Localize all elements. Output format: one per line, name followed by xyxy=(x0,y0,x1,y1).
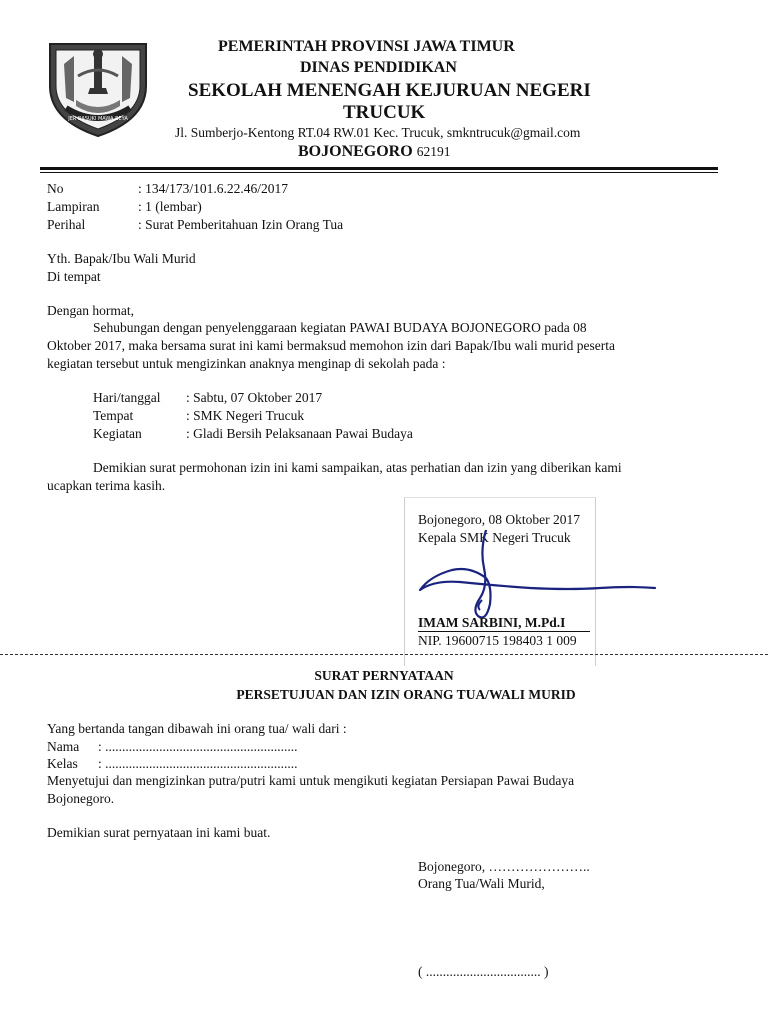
signer-name-underline xyxy=(418,631,590,632)
letterhead-department: DINAS PENDIDIKAN xyxy=(300,59,457,76)
closing-line1: Demikian surat permohonan izin ini kami sampaikan, atas perhatian dan izin yang diberikan kami xyxy=(93,460,622,475)
zip-code: 62191 xyxy=(416,144,451,159)
recipient-line: Yth. Bapak/Ibu Wali Murid xyxy=(47,251,196,266)
lampiran-label: Lampiran xyxy=(47,199,100,214)
recipient-place: Di tempat xyxy=(47,269,101,284)
parent-signer-title: Orang Tua/Wali Murid, xyxy=(418,876,545,891)
kelas-field[interactable]: : ......................................................... xyxy=(98,756,298,771)
letterhead-address: Jl. Sumberjo-Kentong RT.04 RW.01 Kec. Trucuk, smkntrucuk@gmail.com xyxy=(175,125,581,140)
letterhead-city xyxy=(298,143,450,161)
perihal-value: : Surat Pemberitahuan Izin Orang Tua xyxy=(138,217,344,232)
nama-field[interactable]: : ......................................................... xyxy=(98,739,298,754)
detail-label: Kegiatan xyxy=(93,426,142,441)
letterhead-rule-thin xyxy=(40,172,718,173)
detail-value: : SMK Negeri Trucuk xyxy=(186,408,305,423)
statement-subtitle: PERSETUJUAN DAN IZIN ORANG TUA/WALI MURID xyxy=(236,687,576,702)
parent-place-date[interactable]: Bojonegoro, ………………….. xyxy=(418,859,590,874)
cut-line xyxy=(0,654,768,655)
greeting: Dengan hormat, xyxy=(47,303,134,318)
letterhead-rule-thick xyxy=(40,167,718,170)
perihal-label: Perihal xyxy=(47,217,86,232)
signer-nip: NIP. 19600715 198403 1 009 xyxy=(418,633,577,648)
paragraph1-line3: kegiatan tersebut untuk mengizinkan anaknya menginap di sekolah pada : xyxy=(47,356,446,371)
signer-name: IMAM SARBINI, M.Pd.I xyxy=(418,615,566,630)
paragraph1-line1: Sehubungan dengan penyelenggaraan kegiatan PAWAI BUDAYA BOJONEGORO pada 08 xyxy=(93,320,587,335)
city-name: BOJONEGORO xyxy=(298,143,413,160)
parent-signature-blank[interactable]: ( .................................. ) xyxy=(418,964,549,979)
statement-intro: Yang bertanda tangan dibawah ini orang tua/ wali dari : xyxy=(47,721,347,736)
detail-value: : Sabtu, 07 Oktober 2017 xyxy=(186,390,323,405)
letterhead-government: PEMERINTAH PROVINSI JAWA TIMUR xyxy=(218,38,515,55)
no-label: No xyxy=(47,181,64,196)
no-value: : 134/173/101.6.22.46/2017 xyxy=(138,181,289,196)
detail-value: : Gladi Bersih Pelaksanaan Pawai Budaya xyxy=(186,426,413,441)
statement-closing: Demikian surat pernyataan ini kami buat. xyxy=(47,825,271,840)
nama-label: Nama xyxy=(47,739,80,754)
lampiran-value: : 1 (lembar) xyxy=(138,199,202,214)
detail-label: Tempat xyxy=(93,408,134,423)
paragraph1-line2: Oktober 2017, maka bersama surat ini kami bermaksud memohon izin dari Bapak/Ibu wali murid peserta xyxy=(47,338,615,353)
letterhead-school-town: TRUCUK xyxy=(343,102,426,123)
closing-line2: ucapkan terima kasih. xyxy=(47,478,166,493)
letterhead-school-name: SEKOLAH MENENGAH KEJURUAN NEGERI xyxy=(188,80,591,101)
statement-title: SURAT PERNYATAAN xyxy=(314,668,454,683)
signature-position: Kepala SMK Negeri Trucuk xyxy=(418,530,571,545)
agreement-line1: Menyetujui dan mengizinkan putra/putri kami untuk mengikuti kegiatan Persiapan Pawai Budaya xyxy=(47,773,575,788)
logo-motto: JER BASUKI MAWA BEYA xyxy=(68,116,128,122)
detail-label: Hari/tanggal xyxy=(93,390,161,405)
agreement-line2: Bojonegoro. xyxy=(47,791,115,806)
kelas-label: Kelas xyxy=(47,756,78,771)
east-java-emblem-logo xyxy=(44,40,152,138)
signature-place-date: Bojonegoro, 08 Oktober 2017 xyxy=(418,512,580,527)
